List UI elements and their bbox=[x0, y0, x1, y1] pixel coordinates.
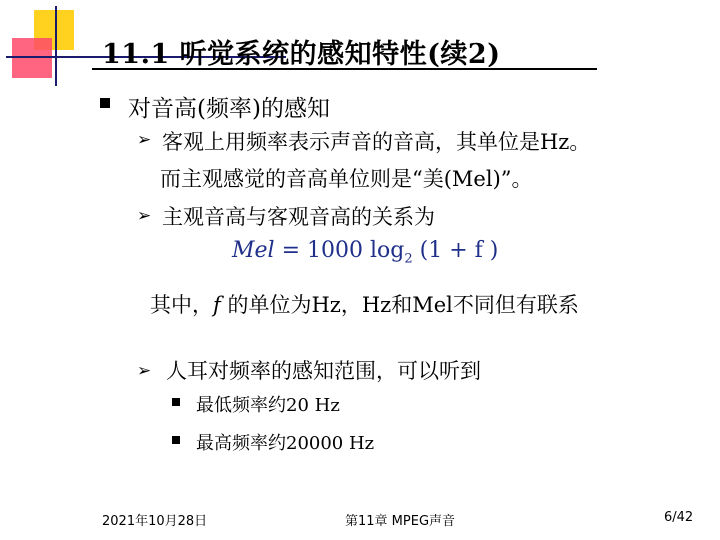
square-bullet-icon bbox=[172, 436, 180, 444]
square-bullet-icon bbox=[100, 98, 110, 108]
note-variable: f bbox=[213, 293, 221, 317]
bullet-text-1-cont: 而主观感觉的音高单位则是“美(Mel)”。 bbox=[160, 167, 533, 191]
footer-date: 2021年10月28日 bbox=[102, 514, 208, 529]
section-heading: 对音高(频率)的感知 bbox=[128, 96, 330, 122]
footer-chapter: 第11章 MPEG声音 bbox=[345, 514, 456, 529]
formula-lhs: Mel bbox=[232, 238, 275, 263]
logo-pink-square bbox=[12, 38, 52, 78]
logo-vertical-line bbox=[55, 6, 57, 86]
arrow-bullet-icon: ➢ bbox=[137, 206, 152, 226]
arrow-bullet-icon: ➢ bbox=[137, 361, 152, 381]
note-prefix: 其中， bbox=[150, 293, 213, 317]
bullet-text-2: 主观音高与客观音高的关系为 bbox=[162, 205, 435, 229]
formula-rhs: (1 + f ) bbox=[419, 238, 499, 263]
range-intro: 人耳对频率的感知范围，可以听到 bbox=[166, 359, 481, 383]
range-item-min: 最低频率约20 Hz bbox=[196, 395, 340, 416]
arrow-bullet-icon: ➢ bbox=[137, 130, 152, 150]
note-suffix: 的单位为Hz，Hz和Mel不同但有联系 bbox=[220, 293, 579, 317]
range-item-max: 最高频率约20000 Hz bbox=[196, 433, 375, 454]
formula-log-base: 2 bbox=[404, 251, 413, 267]
formula-note bbox=[150, 289, 579, 319]
square-bullet-icon bbox=[172, 398, 180, 406]
slide-title: 11.1 听觉系统的感知特性(续2) bbox=[102, 39, 501, 70]
footer-page-number: 6/42 bbox=[664, 510, 694, 525]
bullet-text-1: 客观上用频率表示声音的音高，其单位是Hz。 bbox=[162, 130, 591, 154]
formula-eq: = 1000 log bbox=[281, 238, 405, 263]
formula bbox=[232, 238, 498, 266]
